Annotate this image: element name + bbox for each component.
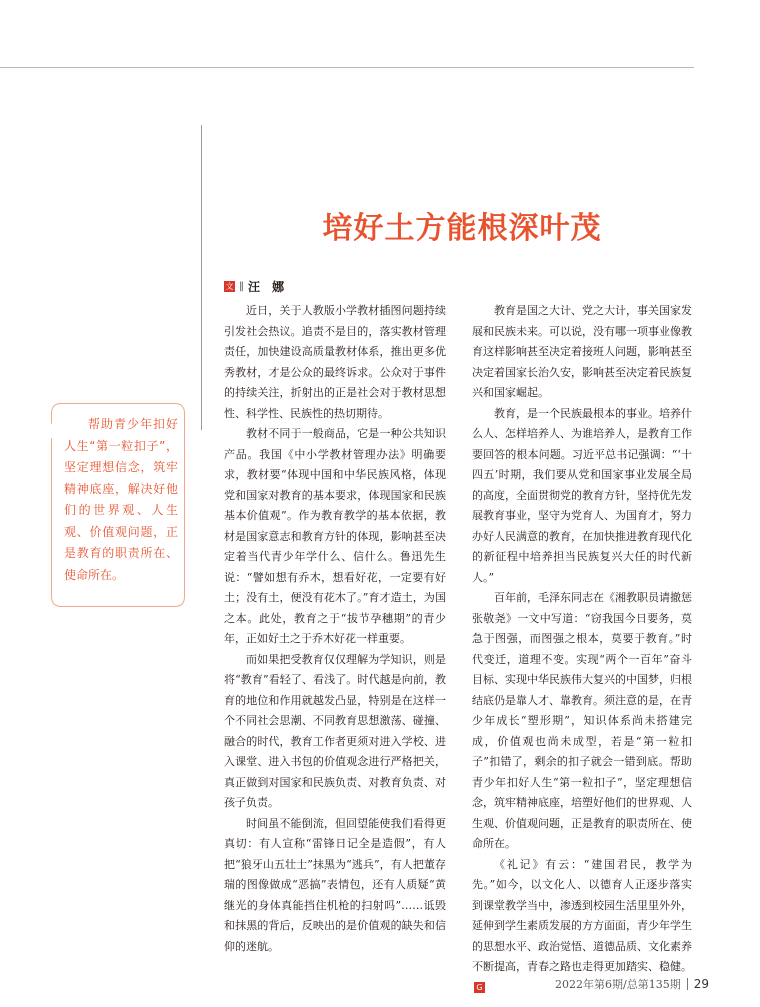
page-footer (555, 976, 709, 992)
article-paragraph: 近日，关于人教版小学教材插图问题持续引发社会热议。追责不是目的，落实教材管理责任，加快建设高质量教材体系，推出更多优秀教材，才是公众的最终诉求。公众对于事件的持续关注，折射出的正是社会对于教材思想性、科学性、民族性的热切期待。 (224, 304, 446, 420)
article-paragraph: 时间虽不能倒流，但回望能使我们看得更真切：有人宣称“雷锋日记全是造假”，有人把“狼牙山五壮士”抹黑为“逃兵”，有人把董存瑞的图像做成“恶搞”表情包，还有人质疑“黄继光的身体真能挡住机枪的扫射吗”……诋毁和抹黑的背后，反映出的是价值观的缺失和信仰的迷航。 (224, 816, 446, 953)
title-vertical-rule (201, 125, 202, 430)
article-paragraph: 而如果把受教育仅仅理解为学知识，则是将“教育”看轻了、看浅了。时代越是向前，教育的地位和作用就越发凸显，特别是在这样一个不同社会思潮、不同教育思想激荡、碰撞、融合的时代，教育工作者更须对进入学校、进入课堂、进入书包的价值观念进行严格把关，真正做到对国家和民族负责、对教育负责、对孩子负责。 (224, 652, 446, 809)
article-title: 培好土方能根深叶茂 (322, 211, 602, 247)
pull-quote-callout (51, 403, 185, 607)
article-paragraph: 百年前，毛泽东同志在《湘教职员请撤惩张敬尧》一文中写道：“窃我国今日要务，莫急于图强，而图强之根本，莫要于教育。”时代变迁，道理不变。实现“两个一百年”奋斗目标、实现中华民族伟大复兴的中国梦，归根结底仍是靠人才、靠教育。须注意的是，在青少年成长“塑形期”，知识体系尚未搭建完成，价值观也尚未成型，若是“第一粒扣子”扣错了，剩余的扣子就会一错到底。帮助青少年扣好人生“第一粒扣子”，坚定理想信念，筑牢精神底座，培塑好他们的世界观、人生观、价值观问题，正是教育的职责所在、使命所在。 (472, 591, 692, 850)
byline-separator: ‖ (239, 281, 244, 292)
byline-author-icon: 文 (225, 282, 234, 291)
article-column-right (472, 301, 692, 998)
issue-info: 2022年第6期/总第135期 (555, 978, 681, 991)
article-paragraph-text: 《礼记》有云：“建国君民，教学为先。”如今，以文化人、以德育人正逐步落实到课堂教学当中，渗透到校园生活里里外外，延伸到学生素质发展的方方面面，青少年学生的思想水平、政治觉悟、道德品质、文化素养不断提高，青春之路也走得更加踏实、稳健。 (472, 857, 692, 973)
byline (224, 278, 288, 295)
callout-text: 帮助青少年扣好人生“第一粒扣子”，坚定理想信念，筑牢精神底座，解决好他们的世界观、人生观、价值观问题，正是教育的职责所在、使命所在。 (64, 417, 178, 582)
article-column-left (224, 301, 446, 957)
author-name: 汪 娜 (248, 280, 289, 294)
article-paragraph: 教育，是一个民族最根本的事业。培养什么人、怎样培养人、为谁培养人，是教育工作要回答的根本问题。习近平总书记强调：“‘十四五’时期，我们要从党和国家事业发展全局的高度，全面贯彻党的教育方针，坚持优先发展教育事业，坚守为党育人、为国育才，努力办好人民满意的教育，在加快推进教育现代化的新征程中培养担当民族复兴大任的时代新人。” (472, 406, 692, 584)
end-mark-icon: G (474, 982, 485, 993)
footer-divider (687, 978, 688, 990)
article-paragraph: 教材不同于一般商品，它是一种公共知识产品。我国《中小学教材管理办法》明确要求，教材要“体现中国和中华民族风格，体现党和国家对教育的基本要求，体现国家和民族基本价值观”。作为教育教学的基本依据，教材是国家意志和教育方针的体现，影响甚至决定着当代青少年学什么、信什么。鲁迅先生说：“譬如想有乔木，想看好花，一定要有好土；没有土，便没有花木了。”育才造土，为国之本。此处，教育之于“拔节孕穗期”的青少年，正如好土之于乔木好花一样重要。 (224, 427, 446, 645)
page-number: 29 (693, 977, 709, 991)
article-paragraph: 教育是国之大计、党之大计，事关国家发展和民族未来。可以说，没有哪一项事业像教育这样影响甚至决定着接班人问题，影响甚至决定着国家长治久安，影响甚至决定着民族复兴和国家崛起。 (472, 304, 692, 399)
top-rule (0, 67, 694, 68)
